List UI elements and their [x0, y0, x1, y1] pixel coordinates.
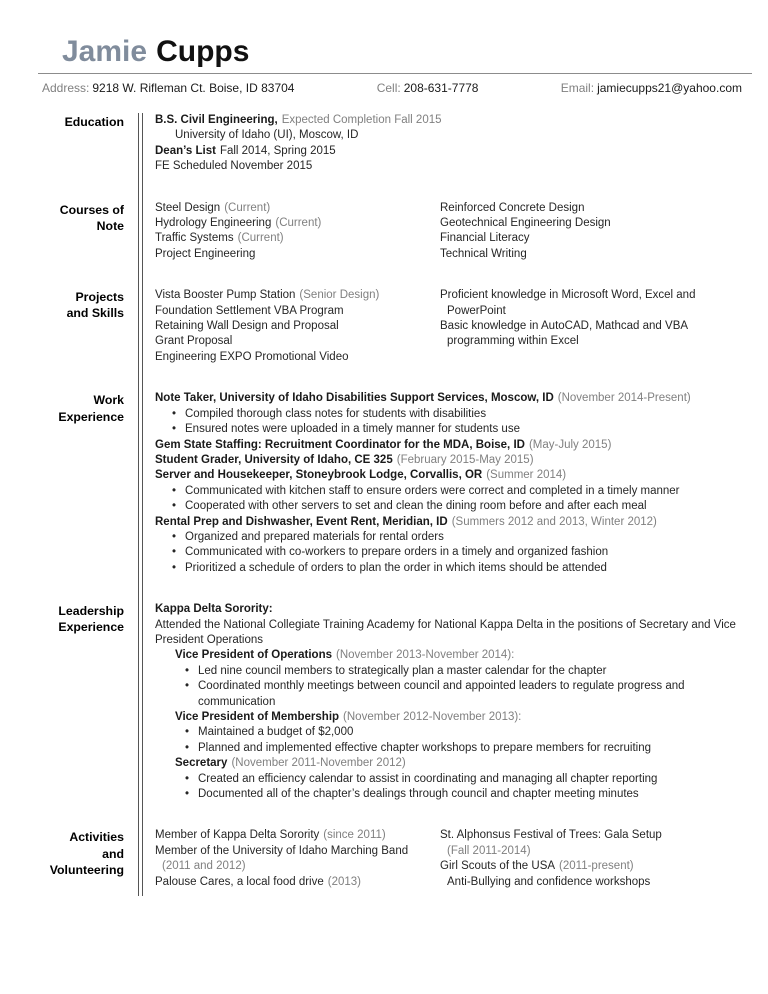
education-label [38, 113, 138, 201]
project-item [155, 350, 440, 365]
job-bullet: • Ensured notes were uploaded in a timely manner for students use [155, 422, 752, 437]
project-item [155, 319, 440, 334]
label-line: Experience [58, 620, 124, 635]
contact-cell [377, 81, 479, 95]
job-date: (May-July 2015) [528, 438, 612, 451]
role-bullet: • Created an efficiency calendar to assist in coordinating and managing all chapter reporting [155, 772, 752, 787]
header-divider [38, 73, 752, 74]
work-content [143, 391, 752, 602]
course-name: Project Engineering [155, 247, 256, 260]
role-bullet: • Documented all of the chapter’s dealings through council and chapter meeting minutes [155, 787, 752, 802]
skill-line: programming within Excel [447, 335, 579, 348]
job-bullet: • Prioritized a schedule of orders to plan the order in which items should be attended [155, 561, 752, 576]
leadership-content [143, 602, 752, 828]
leadership-intro: Attended the National Collegiate Training Academy for National Kappa Delta in the positions of Secretary and Vice President Operations [155, 618, 736, 646]
project-name: Foundation Settlement VBA Program [155, 304, 344, 317]
job-bullet: • Cooperated with other servers to set and clean the dining room before and after each meal [155, 499, 752, 514]
job-bullet: • Communicated with co-workers to prepare orders in a timely and organized fashion [155, 545, 752, 560]
course-name: Steel Design [155, 201, 221, 214]
cell-value: 208-631-7778 [403, 81, 479, 95]
job-title-line [155, 438, 752, 453]
activity-text: Palouse Cares, a local food drive [155, 875, 324, 888]
role-date: (November 2011-November 2012) [231, 757, 406, 770]
course-item: Financial Literacy [440, 232, 530, 245]
email-label: Email: [560, 81, 595, 95]
role-title: Secretary [175, 757, 228, 770]
label-line: Projects [75, 290, 124, 305]
label-line: and [102, 846, 124, 861]
label-line: and Skills [66, 306, 124, 321]
role-date: (November 2012-November 2013): [343, 711, 522, 723]
course-item: Technical Writing [440, 247, 527, 260]
project-name: Grant Proposal [155, 335, 233, 348]
page-title [38, 34, 752, 70]
job-title-line [155, 391, 752, 406]
role-title-line [155, 756, 752, 771]
job-bullet: • Compiled thorough class notes for students with disabilities [155, 407, 752, 422]
leadership-label [38, 602, 138, 828]
job-bullet: • Organized and prepared materials for rental orders [155, 530, 752, 545]
activity-item: Anti-Bullying and confidence workshops [447, 875, 651, 888]
course-item: Geotechnical Engineering Design [440, 217, 611, 230]
label-line: Leadership [58, 604, 124, 619]
role-date: (November 2013-November 2014): [336, 649, 515, 662]
section-projects [38, 288, 752, 391]
role-title: Vice President of Operations [175, 649, 333, 662]
job-title-line [155, 515, 752, 530]
section-courses [38, 201, 752, 289]
school-line: University of Idaho (UI), Moscow, ID [175, 129, 359, 142]
activity-text: Girl Scouts of the USA [440, 860, 556, 873]
label-line: Courses of [59, 202, 124, 217]
course-name: Traffic Systems [155, 232, 234, 245]
projects-content [143, 288, 752, 391]
label-line: Activities [69, 830, 124, 845]
contact-email [561, 81, 742, 95]
section-leadership [38, 602, 752, 828]
job-title: Gem State Staffing: Recruitment Coordinator for the MDA, Boise, ID [155, 438, 525, 451]
education-content [143, 113, 752, 201]
label-line: Work [93, 393, 124, 408]
address-value: 9218 W. Rifleman Ct. Boise, ID 83704 [92, 81, 295, 95]
courses-right-col [440, 201, 752, 263]
project-name: Engineering EXPO Promotional Video [155, 350, 349, 363]
deans-dates: Fall 2014, Spring 2015 [219, 144, 336, 157]
job-date: (February 2015-May 2015) [396, 453, 534, 466]
skill-line: Basic knowledge in AutoCAD, Mathcad and VBA [440, 320, 689, 333]
degree-line [155, 113, 752, 128]
deans-label: Dean’s List [155, 144, 216, 157]
course-item: Reinforced Concrete Design [440, 201, 585, 214]
project-note: (Senior Design) [299, 289, 380, 302]
label-line: Experience [58, 409, 124, 424]
job-date: (Summers 2012 and 2013, Winter 2012) [451, 515, 657, 528]
skill-line: Proficient knowledge in Microsoft Word, Excel and [440, 289, 696, 302]
job-date: (Summer 2014) [486, 469, 567, 482]
activity-item: Member of the University of Idaho Marching Band [155, 844, 409, 857]
role-title: Vice President of Membership [175, 711, 340, 723]
work-label [38, 391, 138, 602]
first-name: Jamie [62, 35, 148, 68]
cell-label: Cell: [376, 81, 401, 95]
deans-line [155, 144, 752, 159]
project-item [155, 288, 440, 303]
project-name: Vista Booster Pump Station [155, 289, 296, 302]
activity-note: (2011-present) [559, 860, 634, 873]
label-line: Education [64, 115, 124, 129]
activity-note: (Fall 2011-2014) [447, 844, 531, 857]
course-item [155, 201, 440, 216]
activities-label [38, 828, 138, 896]
address-label: Address: [42, 81, 90, 95]
courses-content [143, 201, 752, 289]
job-date: (November 2014-Present) [557, 392, 691, 405]
course-note: (Current) [275, 217, 322, 230]
activity-item: St. Alphonsus Festival of Trees: Gala Setup [440, 829, 662, 842]
job-title: Student Grader, University of Idaho, CE 325 [155, 453, 393, 466]
role-title-line [155, 648, 752, 663]
activity-note: (2011 and 2012) [162, 860, 246, 873]
activity-item [440, 859, 752, 874]
projects-label [38, 288, 138, 391]
activity-note: (since 2011) [323, 829, 386, 842]
role-bullet: • Planned and implemented effective chapter workshops to prepare members for recruiting [155, 741, 752, 756]
resume-body [38, 113, 752, 896]
activities-right-col [440, 828, 752, 890]
course-note: (Current) [224, 201, 271, 214]
section-work [38, 391, 752, 602]
contact-address [42, 81, 294, 95]
section-activities [38, 828, 752, 896]
course-item [155, 231, 440, 246]
activity-item [155, 875, 440, 890]
fe-line: FE Scheduled November 2015 [155, 160, 313, 173]
activities-content [143, 828, 752, 896]
last-name: Cupps [156, 35, 250, 68]
skills-right-col [440, 288, 752, 365]
projects-left-col [155, 288, 440, 365]
role-bullet: • Coordinated monthly meetings between council and appointed leaders to regulate progress and communication [155, 679, 752, 710]
course-note: (Current) [237, 232, 284, 245]
email-value: jamiecupps21@yahoo.com [597, 81, 742, 95]
org-name: Kappa Delta Sorority: [155, 603, 273, 616]
job-title-line [155, 468, 752, 483]
course-item [155, 216, 440, 231]
skill-line: PowerPoint [447, 304, 506, 317]
label-line: Note [96, 218, 124, 233]
job-title: Server and Housekeeper, Stoneybrook Lodge, Corvallis, OR [155, 469, 483, 482]
courses-label [38, 201, 138, 289]
label-line: Volunteering [49, 862, 124, 877]
job-title-line [155, 453, 752, 468]
project-item [155, 334, 440, 349]
activity-text: Member of Kappa Delta Sorority [155, 829, 320, 842]
course-item [155, 247, 440, 262]
activity-item [155, 828, 440, 843]
courses-left-col [155, 201, 440, 263]
role-bullet: • Maintained a budget of $2,000 [155, 725, 752, 740]
role-title-line [155, 710, 752, 725]
project-name: Retaining Wall Design and Proposal [155, 320, 339, 333]
degree-note: Expected Completion Fall 2015 [281, 114, 442, 126]
section-education [38, 113, 752, 201]
activities-left-col [155, 828, 440, 890]
contact-bar [38, 81, 752, 95]
job-title: Note Taker, University of Idaho Disabilities Support Services, Moscow, ID [155, 392, 554, 405]
job-title: Rental Prep and Dishwasher, Event Rent, Meridian, ID [155, 515, 448, 528]
degree-title: B.S. Civil Engineering, [155, 114, 278, 126]
project-item [155, 304, 440, 319]
job-bullet: • Communicated with kitchen staff to ensure orders were correct and completed in a timely manner [155, 484, 752, 499]
course-name: Hydrology Engineering [155, 217, 272, 230]
activity-note: (2013) [327, 875, 362, 888]
role-bullet: • Led nine council members to strategically plan a master calendar for the chapter [155, 664, 752, 679]
